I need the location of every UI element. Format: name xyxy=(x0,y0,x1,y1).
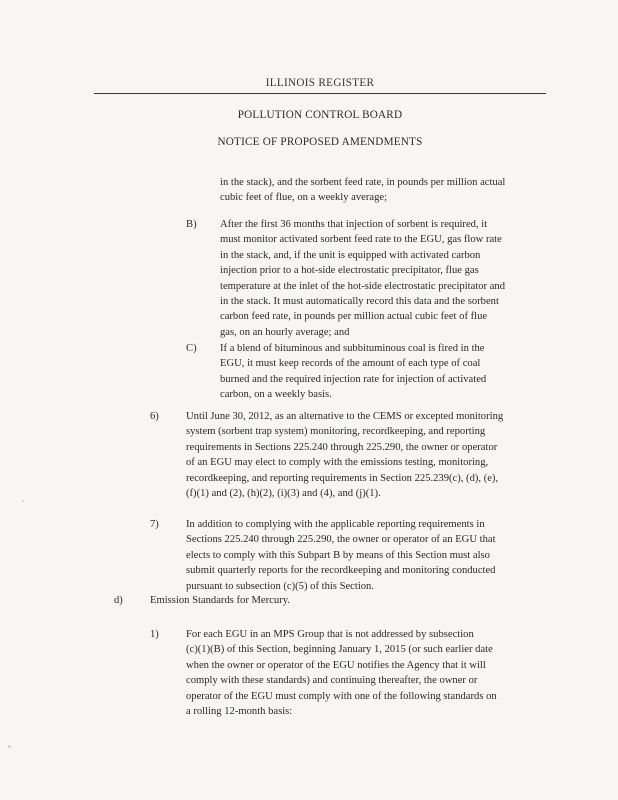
item-d-heading xyxy=(150,593,550,608)
text-line: Emission Standards for Mercury. xyxy=(150,595,290,606)
text-line: carbon feed rate, in pounds per million actual cubic feet of flue xyxy=(220,311,488,323)
text-line: submit quarterly reports for the recordkeeping and monitoring conducted xyxy=(186,565,496,577)
text-line: If a blend of bituminous and subbituminous coal is fired in the xyxy=(220,343,485,354)
text-line: recordkeeping, and reporting requirements in Section 225.239(c), (d), (e), xyxy=(186,472,499,484)
text-line: cubic feet of flue, on a weekly average; xyxy=(220,192,388,204)
text-line: operator of the EGU must comply with one of the following standards on xyxy=(186,690,497,702)
text-line: carbon, on a weekly basis. xyxy=(220,389,332,401)
text-line: system (sorbent trap system) monitoring, recordkeeping, and reporting xyxy=(186,426,486,438)
text-line: of an EGU may elect to comply with the emissions testing, monitoring, xyxy=(186,457,489,469)
item-b-label: B) xyxy=(186,219,197,230)
text-line: comply with these standards) and continuing thereafter, the owner or xyxy=(186,675,478,687)
text-line: Until June 30, 2012, as an alternative to the CEMS or excepted monitoring xyxy=(186,411,504,422)
text-line: pursuant to subsection (c)(5) of this Section. xyxy=(186,580,375,592)
item-1-paragraph xyxy=(186,627,550,719)
continuation-paragraph xyxy=(220,175,550,206)
item-6-label: 6) xyxy=(150,411,159,422)
item-b-paragraph xyxy=(220,217,550,340)
text-line: a rolling 12-month basis: xyxy=(186,706,293,718)
item-6-paragraph xyxy=(186,409,550,501)
text-line: in the stack, and, if the unit is equipped with activated carbon xyxy=(220,249,481,261)
text-line: temperature at the inlet of the hot-side electrostatic precipitator and xyxy=(220,280,506,292)
item-7-paragraph xyxy=(186,517,550,594)
text-line: elects to comply with this Subpart B by means of this Section must also xyxy=(186,549,490,561)
item-7-label: 7) xyxy=(150,519,159,530)
text-line: (c)(1)(B) of this Section, beginning January 1, 2015 (or such earlier date xyxy=(186,644,493,656)
text-line: For each EGU in an MPS Group that is not addressed by subsection xyxy=(186,629,474,640)
header-rule xyxy=(94,93,546,94)
register-heading: ILLINOIS REGISTER xyxy=(265,77,375,89)
text-line: injection prior to a hot-side electrostatic precipitator, flue gas xyxy=(220,265,479,277)
item-d-label: d) xyxy=(114,595,123,606)
text-line: requirements in Sections 225.240 through 225.290, the owner or operator xyxy=(186,441,498,453)
text-line: (f)(1) and (2), (h)(2), (i)(3) and (4), and (j)(1). xyxy=(186,488,381,500)
scan-speck xyxy=(8,745,11,748)
item-c-label: C) xyxy=(186,343,197,354)
text-line: EGU, it must keep records of the amount of each type of coal xyxy=(220,358,481,370)
notice-heading: NOTICE OF PROPOSED AMENDMENTS xyxy=(217,136,423,148)
text-line: After the first 36 months that injection of sorbent is required, it xyxy=(220,219,488,230)
text-line: must monitor activated sorbent feed rate to the EGU, gas flow rate xyxy=(220,234,502,246)
text-line: In addition to complying with the applicable reporting requirements in xyxy=(186,519,485,530)
scan-speck xyxy=(22,500,24,502)
text-line: Sections 225.240 through 225.290, the owner or operator of an EGU that xyxy=(186,534,496,546)
text-line: in the stack. It must automatically record this data and the sorbent xyxy=(220,296,499,308)
item-1-label: 1) xyxy=(150,629,159,640)
text-line: when the owner or operator of the EGU notifies the Agency that it will xyxy=(186,659,486,671)
text-line: gas, on an hourly average; and xyxy=(220,326,350,338)
board-heading: POLLUTION CONTROL BOARD xyxy=(237,109,403,121)
item-c-paragraph xyxy=(220,341,550,403)
text-line: burned and the required injection rate for injection of activated xyxy=(220,373,487,385)
text-line: in the stack), and the sorbent feed rate, in pounds per million actual xyxy=(220,177,506,188)
